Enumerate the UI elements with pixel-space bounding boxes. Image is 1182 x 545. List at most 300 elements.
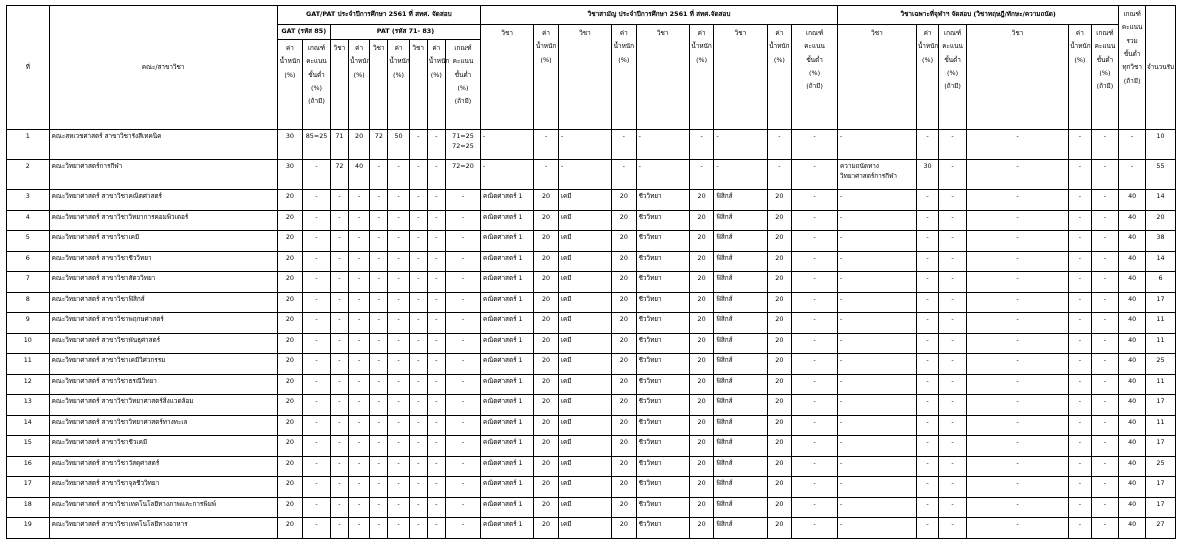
pat-weight-2-cell: - bbox=[388, 415, 409, 436]
seats-cell: 25 bbox=[1145, 354, 1175, 375]
table-row bbox=[7, 333, 1176, 354]
special-min-1-cell: - bbox=[939, 477, 967, 498]
gat-weight-cell: 20 bbox=[277, 477, 303, 498]
gat-min-cell: - bbox=[303, 160, 331, 190]
special-weight-1-cell: - bbox=[916, 210, 938, 231]
special-subject-1-cell: - bbox=[838, 477, 917, 498]
total-min-cell: 40 bbox=[1119, 395, 1146, 416]
common-weight-2-cell: 20 bbox=[612, 313, 637, 334]
faculty-name-cell: คณะวิทยาศาสตร์ สาขาวิชาวิทยาศาสตร์สิ่งแวดล้อม bbox=[49, 395, 277, 416]
common-weight-3-cell: 20 bbox=[689, 292, 714, 313]
common-min-cell: - bbox=[792, 130, 838, 160]
pat-subject-2-cell: - bbox=[370, 333, 388, 354]
common-subject-4-cell: ฟิสิกส์ bbox=[714, 313, 767, 334]
header-line: ค่า bbox=[697, 29, 706, 37]
common-weight-1-cell: 20 bbox=[534, 518, 559, 539]
header-line: ขั้นต่ำ bbox=[1096, 55, 1114, 64]
header-line: น้ำหนัก bbox=[535, 42, 557, 51]
pat-weight-1-cell: - bbox=[348, 354, 369, 375]
pat-subject-1-cell: - bbox=[330, 210, 348, 231]
common-weight-3-cell: 20 bbox=[689, 436, 714, 457]
header-line: ค่า bbox=[432, 44, 441, 52]
special-weight-1-cell: - bbox=[916, 497, 938, 518]
table-row bbox=[7, 415, 1176, 436]
common-weight-3-cell: 20 bbox=[689, 251, 714, 272]
header-line: (%) bbox=[430, 70, 442, 79]
header-common-subject-2: วิชา bbox=[558, 25, 611, 130]
special-subject-1-line: ความถนัดทาง bbox=[840, 162, 879, 170]
pat-weight-3-cell: - bbox=[427, 518, 445, 539]
header-gatpat-group: GAT/PAT ประจำปีการศึกษา 2561 ที่ สทศ. จัดสอบ bbox=[277, 6, 480, 25]
common-subject-2-cell: เคมี bbox=[558, 231, 611, 252]
row-number-cell: 3 bbox=[7, 190, 50, 211]
gat-min-cell: - bbox=[303, 497, 331, 518]
common-weight-1-cell: 20 bbox=[534, 292, 559, 313]
common-subject-3-cell: ชีววิทยา bbox=[636, 210, 689, 231]
gat-weight-cell: 20 bbox=[277, 436, 303, 457]
header-line: (%) bbox=[392, 70, 405, 79]
pat-subject-3-cell: - bbox=[409, 518, 427, 539]
row-number-cell: 2 bbox=[7, 160, 50, 190]
pat-subject-3-cell: - bbox=[409, 272, 427, 293]
pat-weight-2-cell: - bbox=[388, 436, 409, 457]
special-min-2-cell: - bbox=[1091, 251, 1119, 272]
faculty-name-cell: คณะวิทยาศาสตร์ สาขาวิชาเคมีวิศวกรรม bbox=[49, 354, 277, 375]
common-subject-2-cell: เคมี bbox=[558, 251, 611, 272]
common-subject-1-cell: คณิตศาสตร์ 1 bbox=[481, 436, 534, 457]
pat-min-cell bbox=[445, 477, 480, 498]
gat-min-cell: - bbox=[303, 210, 331, 231]
special-weight-2-cell: - bbox=[1069, 456, 1091, 477]
seats-cell: 20 bbox=[1145, 210, 1175, 231]
pat-weight-2-cell: - bbox=[388, 313, 409, 334]
pat-min-line: - bbox=[461, 520, 465, 528]
common-weight-2-cell: 20 bbox=[612, 210, 637, 231]
header-special-subject-1: วิชา bbox=[838, 25, 917, 130]
gat-min-cell: - bbox=[303, 313, 331, 334]
header-line: ขั้นต่ำ bbox=[944, 55, 961, 64]
header-line: ค่า bbox=[542, 29, 550, 37]
common-subject-1-cell: คณิตศาสตร์ 1 bbox=[481, 210, 534, 231]
pat-weight-2-cell: - bbox=[388, 190, 409, 211]
common-weight-4-cell: 20 bbox=[767, 333, 792, 354]
table-row bbox=[7, 313, 1176, 334]
special-weight-2-cell: - bbox=[1069, 477, 1091, 498]
special-subject-1-cell: - bbox=[838, 333, 917, 354]
special-subject-1-cell: - bbox=[838, 313, 917, 334]
special-weight-2-cell: - bbox=[1069, 333, 1091, 354]
special-subject-1-cell: - bbox=[838, 415, 917, 436]
special-subject-1-cell: - bbox=[838, 292, 917, 313]
common-subject-1-cell: คณิตศาสตร์ 1 bbox=[481, 497, 534, 518]
special-subject-2-cell: - bbox=[966, 251, 1068, 272]
gat-min-cell: - bbox=[303, 477, 331, 498]
common-weight-2-cell: 20 bbox=[612, 415, 637, 436]
common-subject-2-cell: เคมี bbox=[558, 354, 611, 375]
special-subject-2-cell: - bbox=[966, 313, 1068, 334]
common-weight-2-cell: 20 bbox=[612, 231, 637, 252]
pat-weight-1-cell: - bbox=[348, 190, 369, 211]
common-min-cell: - bbox=[792, 160, 838, 190]
header-line: คะแนน bbox=[804, 42, 825, 51]
row-number-cell: 10 bbox=[7, 333, 50, 354]
gat-min-cell: - bbox=[303, 395, 331, 416]
common-weight-4-cell: 20 bbox=[767, 210, 792, 231]
common-min-cell: - bbox=[792, 210, 838, 231]
table-row bbox=[7, 395, 1176, 416]
table-row bbox=[7, 272, 1176, 293]
pat-weight-3-cell: - bbox=[427, 477, 445, 498]
special-weight-2-cell: - bbox=[1069, 292, 1091, 313]
common-subject-2-cell: เคมี bbox=[558, 292, 611, 313]
special-weight-1-cell: - bbox=[916, 231, 938, 252]
total-min-cell: 40 bbox=[1119, 292, 1146, 313]
special-weight-2-cell: - bbox=[1069, 415, 1091, 436]
gat-min-cell: - bbox=[303, 436, 331, 457]
pat-weight-2-cell: - bbox=[388, 456, 409, 477]
gat-min-cell: - bbox=[303, 374, 331, 395]
common-weight-4-cell: 20 bbox=[767, 354, 792, 375]
special-weight-1-cell: 30 bbox=[916, 160, 938, 190]
seats-cell: 17 bbox=[1145, 395, 1175, 416]
pat-subject-1-cell: - bbox=[330, 497, 348, 518]
faculty-name-cell: คณะวิทยาศาสตร์ สาขาวิชาชีววิทยา bbox=[49, 251, 277, 272]
header-line: (%) bbox=[922, 55, 934, 64]
pat-min-line: - bbox=[461, 458, 465, 467]
special-weight-1-cell: - bbox=[916, 456, 938, 477]
common-subject-4-cell: ฟิสิกส์ bbox=[714, 333, 767, 354]
special-weight-2-cell: - bbox=[1069, 354, 1091, 375]
common-min-cell: - bbox=[792, 231, 838, 252]
pat-min-cell bbox=[445, 456, 480, 477]
table-row bbox=[7, 292, 1176, 313]
common-subject-3-cell: ชีววิทยา bbox=[636, 231, 689, 252]
pat-min-cell bbox=[445, 497, 480, 518]
header-line: คะแนน bbox=[452, 57, 474, 66]
seats-cell: 11 bbox=[1145, 415, 1175, 436]
common-min-cell: - bbox=[792, 313, 838, 334]
common-weight-4-cell: 20 bbox=[767, 190, 792, 211]
special-weight-2-cell: - bbox=[1069, 497, 1091, 518]
total-min-cell: 40 bbox=[1119, 436, 1146, 457]
common-subject-2-cell: เคมี bbox=[558, 415, 611, 436]
faculty-name-cell: คณะวิทยาศาสตร์ สาขาวิชาวิทยาการคอมพิวเตอร์ bbox=[49, 210, 277, 231]
total-min-cell: 40 bbox=[1119, 251, 1146, 272]
seats-cell: 27 bbox=[1145, 518, 1175, 539]
common-subject-1-cell: คณิตศาสตร์ 1 bbox=[481, 395, 534, 416]
header-line: ค่า bbox=[923, 29, 932, 37]
header-special-min-1 bbox=[939, 25, 967, 130]
header-line: (ถ้ามี) bbox=[806, 82, 823, 91]
header-pat-subject-1: วิชา bbox=[330, 40, 348, 130]
special-subject-1-cell: - bbox=[838, 272, 917, 293]
row-number-cell: 19 bbox=[7, 518, 50, 539]
pat-subject-3-cell: - bbox=[409, 333, 427, 354]
total-min-cell: - bbox=[1119, 160, 1146, 190]
row-number-cell: 8 bbox=[7, 292, 50, 313]
special-subject-1-cell: - bbox=[838, 354, 917, 375]
table-row bbox=[7, 436, 1176, 457]
header-common-weight-1 bbox=[534, 25, 559, 130]
header-line: น้ำหนัก bbox=[279, 57, 301, 66]
common-subject-1-cell: คณิตศาสตร์ 1 bbox=[481, 313, 534, 334]
common-subject-4-cell: ฟิสิกส์ bbox=[714, 415, 767, 436]
pat-subject-3-cell: - bbox=[409, 251, 427, 272]
common-subject-4-cell: ฟิสิกส์ bbox=[714, 190, 767, 211]
seats-cell: 10 bbox=[1145, 130, 1175, 160]
special-min-2-cell: - bbox=[1091, 354, 1119, 375]
common-weight-3-cell: 20 bbox=[689, 272, 714, 293]
pat-weight-2-cell: - bbox=[388, 518, 409, 539]
pat-weight-3-cell: - bbox=[427, 374, 445, 395]
header-common-weight-3 bbox=[689, 25, 714, 130]
special-subject-2-cell: - bbox=[966, 354, 1068, 375]
pat-subject-3-cell: - bbox=[409, 415, 427, 436]
gat-weight-cell: 20 bbox=[277, 456, 303, 477]
pat-min-line: - bbox=[461, 253, 465, 262]
common-subject-4-cell: ฟิสิกส์ bbox=[714, 272, 767, 293]
pat-min-cell bbox=[445, 190, 480, 211]
pat-min-cell bbox=[445, 415, 480, 436]
special-weight-2-cell: - bbox=[1069, 210, 1091, 231]
common-weight-4-cell: - bbox=[767, 160, 792, 190]
common-subject-3-cell: ชีววิทยา bbox=[636, 436, 689, 457]
common-subject-2-cell: เคมี bbox=[558, 518, 611, 539]
pat-min-line: 71=25 bbox=[452, 132, 474, 140]
gat-min-cell: - bbox=[303, 251, 331, 272]
pat-weight-2-cell: - bbox=[388, 160, 409, 190]
header-special-weight-2 bbox=[1069, 25, 1091, 130]
header-line: ค่า bbox=[1075, 29, 1084, 37]
pat-weight-2-cell: - bbox=[388, 497, 409, 518]
common-weight-4-cell: 20 bbox=[767, 497, 792, 518]
header-line: (%) bbox=[353, 70, 365, 79]
common-subject-3-cell: ชีววิทยา bbox=[636, 190, 689, 211]
pat-min-line: - bbox=[461, 192, 465, 200]
header-common-subject-3: วิชา bbox=[636, 25, 689, 130]
common-weight-2-cell: 20 bbox=[612, 333, 637, 354]
faculty-name-cell: คณะวิทยาศาสตร์ สาขาวิชาเทคโนโลยีทางภาพและการพิมพ์ bbox=[49, 497, 277, 518]
special-subject-2-cell: - bbox=[966, 292, 1068, 313]
common-weight-2-cell: - bbox=[612, 160, 637, 190]
header-common-weight-4 bbox=[767, 25, 792, 130]
pat-subject-1-cell: - bbox=[330, 272, 348, 293]
header-line: คะแนน bbox=[942, 42, 963, 51]
common-subject-1-cell: คณิตศาสตร์ 1 bbox=[481, 374, 534, 395]
pat-min-cell bbox=[445, 333, 480, 354]
gat-min-cell: 85=25 bbox=[303, 130, 331, 160]
admission-criteria-sheet bbox=[6, 5, 1176, 545]
header-common-weight-2 bbox=[612, 25, 637, 130]
special-min-2-cell: - bbox=[1091, 210, 1119, 231]
special-min-2-cell: - bbox=[1091, 160, 1119, 190]
special-subject-1-cell: - bbox=[838, 518, 917, 539]
pat-subject-2-cell: - bbox=[370, 251, 388, 272]
faculty-name-cell: คณะวิทยาศาสตร์ สาขาวิชาพันธุศาสตร์ bbox=[49, 333, 277, 354]
pat-subject-3-cell: - bbox=[409, 130, 427, 160]
faculty-name-cell: คณะวิทยาศาสตร์ สาขาวิชาคณิตศาสตร์ bbox=[49, 190, 277, 211]
common-weight-3-cell: - bbox=[689, 160, 714, 190]
row-number-cell: 7 bbox=[7, 272, 50, 293]
total-min-cell: 40 bbox=[1119, 518, 1146, 539]
header-line: (ถ้ามี) bbox=[454, 97, 472, 106]
gat-weight-cell: 20 bbox=[277, 231, 303, 252]
common-subject-2-cell: เคมี bbox=[558, 395, 611, 416]
header-line: น้ำหนัก bbox=[349, 57, 371, 66]
header-faculty: คณะ/สาขาวิชา bbox=[49, 6, 277, 130]
special-subject-1-cell bbox=[838, 160, 917, 190]
pat-subject-1-cell: 72 bbox=[330, 160, 348, 190]
pat-weight-3-cell: - bbox=[427, 354, 445, 375]
common-subject-3-cell: ชีววิทยา bbox=[636, 518, 689, 539]
special-weight-1-cell: - bbox=[916, 272, 938, 293]
header-line: น้ำหนัก bbox=[917, 42, 939, 51]
common-subject-4-cell: ฟิสิกส์ bbox=[714, 518, 767, 539]
pat-subject-3-cell: - bbox=[409, 374, 427, 395]
common-weight-4-cell: 20 bbox=[767, 231, 792, 252]
common-subject-1-cell: คณิตศาสตร์ 1 bbox=[481, 292, 534, 313]
total-min-cell: - bbox=[1119, 130, 1146, 160]
common-subject-4-cell: ฟิสิกส์ bbox=[714, 477, 767, 498]
common-weight-4-cell: 20 bbox=[767, 456, 792, 477]
pat-subject-2-cell: - bbox=[370, 395, 388, 416]
pat-subject-1-cell: - bbox=[330, 190, 348, 211]
table-row bbox=[7, 210, 1176, 231]
pat-subject-1-cell: - bbox=[330, 456, 348, 477]
header-line: (%) bbox=[618, 55, 630, 64]
special-min-2-cell: - bbox=[1091, 415, 1119, 436]
special-min-1-cell: - bbox=[939, 374, 967, 395]
pat-weight-2-cell: - bbox=[388, 231, 409, 252]
common-min-cell: - bbox=[792, 333, 838, 354]
row-number-cell: 17 bbox=[7, 477, 50, 498]
faculty-name-cell: คณะวิทยาศาสตร์ สาขาวิชาชีวเคมี bbox=[49, 436, 277, 457]
table-row bbox=[7, 251, 1176, 272]
seats-cell: 6 bbox=[1145, 272, 1175, 293]
common-subject-4-cell: ฟิสิกส์ bbox=[714, 395, 767, 416]
gat-min-cell: - bbox=[303, 354, 331, 375]
header-line: (%) bbox=[773, 55, 785, 64]
common-weight-2-cell: 20 bbox=[612, 272, 637, 293]
common-weight-4-cell: 20 bbox=[767, 313, 792, 334]
special-min-2-cell: - bbox=[1091, 333, 1119, 354]
seats-cell: 38 bbox=[1145, 231, 1175, 252]
common-weight-1-cell: 20 bbox=[534, 456, 559, 477]
common-subject-2-cell: - bbox=[558, 160, 611, 190]
pat-min-cell bbox=[445, 436, 480, 457]
pat-weight-1-cell: - bbox=[348, 272, 369, 293]
faculty-name-cell: คณะวิทยาศาสตร์ สาขาวิชาเคมี bbox=[49, 231, 277, 252]
common-weight-4-cell: 20 bbox=[767, 292, 792, 313]
header-line: (ถ้ามี) bbox=[308, 97, 325, 106]
pat-subject-1-cell: - bbox=[330, 415, 348, 436]
special-min-1-cell: - bbox=[939, 231, 967, 252]
table-row bbox=[7, 354, 1176, 375]
common-subject-1-cell: คณิตศาสตร์ 1 bbox=[481, 272, 534, 293]
common-subject-2-cell: เคมี bbox=[558, 313, 611, 334]
special-weight-1-cell: - bbox=[916, 251, 938, 272]
total-min-cell: 40 bbox=[1119, 210, 1146, 231]
table-row bbox=[7, 456, 1176, 477]
pat-weight-3-cell: - bbox=[427, 313, 445, 334]
special-subject-2-cell: - bbox=[966, 272, 1068, 293]
special-subject-2-cell: - bbox=[966, 415, 1068, 436]
special-subject-2-cell: - bbox=[966, 210, 1068, 231]
pat-subject-2-cell: - bbox=[370, 272, 388, 293]
pat-min-line: - bbox=[461, 356, 465, 364]
pat-weight-1-cell: - bbox=[348, 497, 369, 518]
header-line: คะแนน bbox=[1121, 23, 1143, 32]
common-weight-2-cell: - bbox=[612, 130, 637, 160]
pat-weight-3-cell: - bbox=[427, 272, 445, 293]
table-row bbox=[7, 497, 1176, 518]
header-line: (%) bbox=[947, 69, 959, 78]
pat-min-cell bbox=[445, 272, 480, 293]
common-weight-2-cell: 20 bbox=[612, 251, 637, 272]
common-subject-1-cell: คณิตศาสตร์ 1 bbox=[481, 415, 534, 436]
pat-weight-3-cell: - bbox=[427, 497, 445, 518]
common-min-cell: - bbox=[792, 190, 838, 211]
header-line: (%) bbox=[457, 84, 469, 93]
common-weight-2-cell: 20 bbox=[612, 456, 637, 477]
common-subject-2-cell: เคมี bbox=[558, 190, 611, 211]
faculty-name-cell: คณะวิทยาศาสตร์ สาขาวิชาวิทยาศาสตร์ทางทะเล bbox=[49, 415, 277, 436]
special-min-2-cell: - bbox=[1091, 436, 1119, 457]
common-weight-2-cell: 20 bbox=[612, 374, 637, 395]
common-subject-4-cell: ฟิสิกส์ bbox=[714, 210, 767, 231]
gat-min-cell: - bbox=[303, 456, 331, 477]
pat-min-line: - bbox=[461, 335, 465, 344]
special-min-1-cell: - bbox=[939, 415, 967, 436]
common-weight-4-cell: 20 bbox=[767, 374, 792, 395]
pat-weight-2-cell: - bbox=[388, 210, 409, 231]
pat-weight-3-cell: - bbox=[427, 130, 445, 160]
header-total-min bbox=[1119, 6, 1146, 130]
seats-cell: 11 bbox=[1145, 313, 1175, 334]
row-number-cell: 18 bbox=[7, 497, 50, 518]
common-subject-4-cell: ฟิสิกส์ bbox=[714, 456, 767, 477]
special-min-2-cell: - bbox=[1091, 477, 1119, 498]
pat-subject-1-cell: 71 bbox=[330, 130, 348, 160]
pat-min-line: - bbox=[461, 274, 465, 282]
pat-subject-2-cell: - bbox=[370, 210, 388, 231]
common-subject-3-cell: - bbox=[636, 160, 689, 190]
admission-criteria-table bbox=[6, 5, 1176, 539]
pat-weight-3-cell: - bbox=[427, 160, 445, 190]
pat-subject-3-cell: - bbox=[409, 477, 427, 498]
special-subject-2-cell: - bbox=[966, 456, 1068, 477]
header-pat-weight-2 bbox=[388, 40, 409, 130]
header-seats: จำนวนรับ bbox=[1145, 6, 1175, 130]
common-subject-1-cell: คณิตศาสตร์ 1 bbox=[481, 190, 534, 211]
gat-weight-cell: 20 bbox=[277, 333, 303, 354]
header-line: คะแนน bbox=[1094, 42, 1116, 51]
pat-min-cell bbox=[445, 210, 480, 231]
header-line: เกณฑ์ bbox=[307, 44, 326, 52]
header-line: (%) bbox=[540, 55, 552, 64]
total-min-cell: 40 bbox=[1119, 231, 1146, 252]
pat-min-line: 72=25 bbox=[452, 142, 474, 151]
header-line: เกณฑ์ bbox=[805, 29, 824, 37]
header-line: เกณฑ์ bbox=[1123, 10, 1141, 18]
common-subject-3-cell: ชีววิทยา bbox=[636, 374, 689, 395]
table-row bbox=[7, 130, 1176, 160]
special-weight-2-cell: - bbox=[1069, 190, 1091, 211]
pat-weight-3-cell: - bbox=[427, 231, 445, 252]
header-line: น้ำหนัก bbox=[389, 57, 410, 66]
common-subject-3-cell: ชีววิทยา bbox=[636, 272, 689, 293]
pat-weight-1-cell: - bbox=[348, 231, 369, 252]
